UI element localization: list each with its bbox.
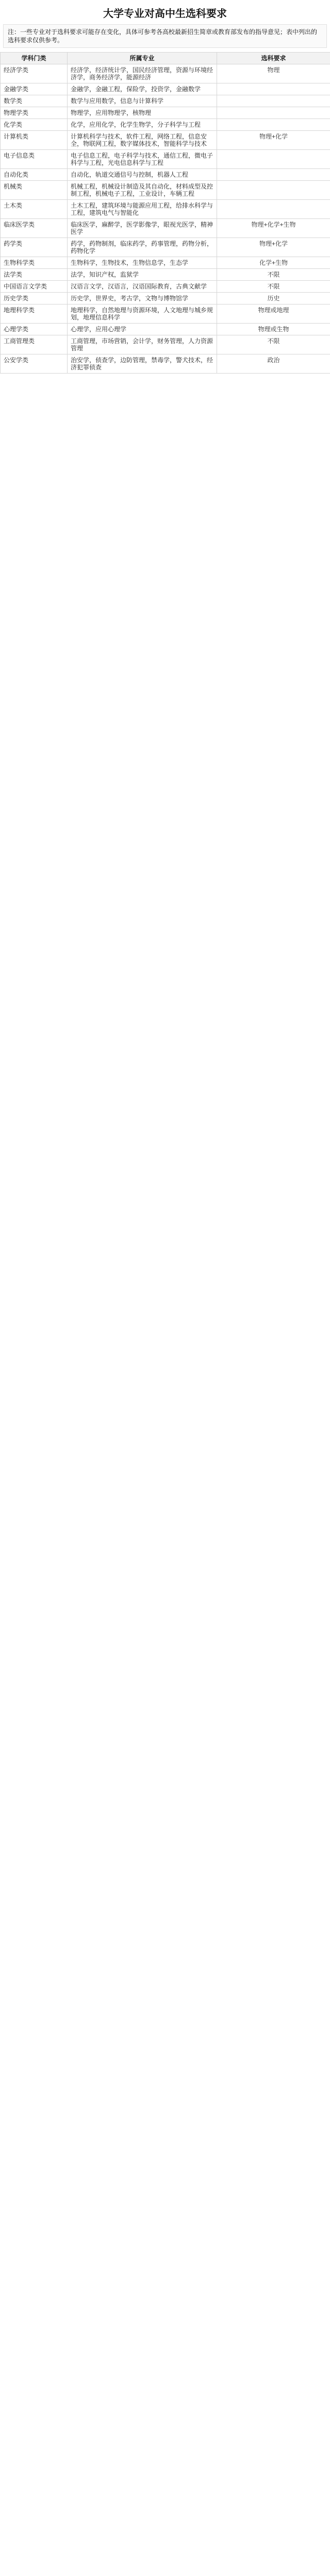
- row-majors: 数学与应用数学，信息与计算科学: [68, 95, 217, 107]
- row-requirement: [217, 169, 330, 181]
- row-category: 药学类: [1, 238, 68, 257]
- row-majors: 电子信息工程，电子科学与技术，通信工程，微电子科学与工程，光电信息科学与工程: [68, 150, 217, 169]
- row-category: 数学类: [1, 95, 68, 107]
- table-row: [1, 293, 330, 304]
- header-category: 学科门类: [1, 53, 68, 64]
- row-majors: 机械工程，机械设计制造及其自动化，材料成型及控制工程，机械电子工程，工业设计，车辆工程: [68, 181, 217, 200]
- row-requirement: 不限: [217, 335, 330, 354]
- row-requirement: 化学+生物: [217, 257, 330, 269]
- row-requirement: 物理+化学: [217, 131, 330, 150]
- header-majors: 所属专业: [68, 53, 217, 64]
- row-category: 物理学类: [1, 107, 68, 119]
- table-row: [1, 150, 330, 169]
- note: 注：一些专业对于选科要求可能存在变化，具体可参考各高校最新招生简章或教育部发布的指导意见；表中列出的选科要求仅供参考。: [3, 24, 327, 48]
- table-row: [1, 169, 330, 181]
- table-row: [1, 304, 330, 324]
- table-row: [1, 257, 330, 269]
- row-majors: 自动化，轨道交通信号与控制，机器人工程: [68, 169, 217, 181]
- row-category: 心理学类: [1, 324, 68, 335]
- table-row: [1, 269, 330, 281]
- table-row: [1, 181, 330, 200]
- row-majors: 汉语言文学，汉语言，汉语国际教育，古典文献学: [68, 281, 217, 293]
- table-row: [1, 64, 330, 83]
- row-category: 历史学类: [1, 293, 68, 304]
- table-row: [1, 354, 330, 374]
- row-requirement: [217, 83, 330, 95]
- header-requirement: 选科要求: [217, 53, 330, 64]
- row-requirement: 政治: [217, 354, 330, 374]
- row-majors: 治安学，侦查学，边防管理，禁毒学，警犬技术，经济犯罪侦查: [68, 354, 217, 374]
- row-majors: 临床医学，麻醉学，医学影像学，眼视光医学，精神医学: [68, 219, 217, 238]
- row-majors: 化学，应用化学，化学生物学，分子科学与工程: [68, 119, 217, 131]
- row-category: 机械类: [1, 181, 68, 200]
- row-requirement: 物理+化学+生物: [217, 219, 330, 238]
- row-category: 计算机类: [1, 131, 68, 150]
- row-category: 中国语言文学类: [1, 281, 68, 293]
- row-majors: 生物科学，生物技术，生物信息学，生态学: [68, 257, 217, 269]
- row-majors: 物理学，应用物理学，核物理: [68, 107, 217, 119]
- row-requirement: 物理: [217, 64, 330, 83]
- row-majors: 金融学，金融工程，保险学，投资学，金融数学: [68, 83, 217, 95]
- row-category: 金融学类: [1, 83, 68, 95]
- row-majors: 历史学，世界史，考古学，文物与博物馆学: [68, 293, 217, 304]
- row-category: 土木类: [1, 200, 68, 219]
- row-requirement: 物理或地理: [217, 304, 330, 324]
- table-row: [1, 281, 330, 293]
- row-requirement: 历史: [217, 293, 330, 304]
- row-majors: 土木工程，建筑环境与能源应用工程，给排水科学与工程，建筑电气与智能化: [68, 200, 217, 219]
- row-requirement: 不限: [217, 281, 330, 293]
- row-category: 电子信息类: [1, 150, 68, 169]
- table-row: [1, 238, 330, 257]
- row-category: 公安学类: [1, 354, 68, 374]
- row-requirement: [217, 150, 330, 169]
- row-requirement: [217, 181, 330, 200]
- table-body: [1, 64, 330, 374]
- table-row: [1, 95, 330, 107]
- page: [0, 0, 330, 374]
- table-header-row: [1, 53, 330, 64]
- row-majors: 经济学，经济统计学，国民经济管理，资源与环境经济学，商务经济学，能源经济: [68, 64, 217, 83]
- table-row: [1, 219, 330, 238]
- row-requirement: 物理或生物: [217, 324, 330, 335]
- table-row: [1, 107, 330, 119]
- table-row: [1, 200, 330, 219]
- row-requirement: [217, 119, 330, 131]
- row-majors: 地理科学，自然地理与资源环境，人文地理与城乡规划，地理信息科学: [68, 304, 217, 324]
- table-row: [1, 119, 330, 131]
- row-majors: 心理学，应用心理学: [68, 324, 217, 335]
- row-category: 生物科学类: [1, 257, 68, 269]
- row-requirement: [217, 95, 330, 107]
- row-requirement: [217, 200, 330, 219]
- row-category: 法学类: [1, 269, 68, 281]
- row-majors: 法学，知识产权，监狱学: [68, 269, 217, 281]
- row-requirement: [217, 107, 330, 119]
- page-title: 大学专业对高中生选科要求: [103, 8, 227, 20]
- row-category: 自动化类: [1, 169, 68, 181]
- row-category: 地理科学类: [1, 304, 68, 324]
- table-row: [1, 324, 330, 335]
- table-row: [1, 335, 330, 354]
- row-category: 化学类: [1, 119, 68, 131]
- row-category: 工商管理类: [1, 335, 68, 354]
- row-majors: 工商管理，市场营销，会计学，财务管理，人力资源管理: [68, 335, 217, 354]
- row-category: 经济学类: [1, 64, 68, 83]
- row-majors: 计算机科学与技术，软件工程，网络工程，信息安全，物联网工程，数字媒体技术，智能科学与技术: [68, 131, 217, 150]
- row-majors: 药学，药物制剂，临床药学，药事管理，药物分析，药物化学: [68, 238, 217, 257]
- row-requirement: 不限: [217, 269, 330, 281]
- selection-table: [0, 52, 330, 374]
- row-requirement: 物理+化学: [217, 238, 330, 257]
- table-row: [1, 131, 330, 150]
- row-category: 临床医学类: [1, 219, 68, 238]
- table-row: [1, 83, 330, 95]
